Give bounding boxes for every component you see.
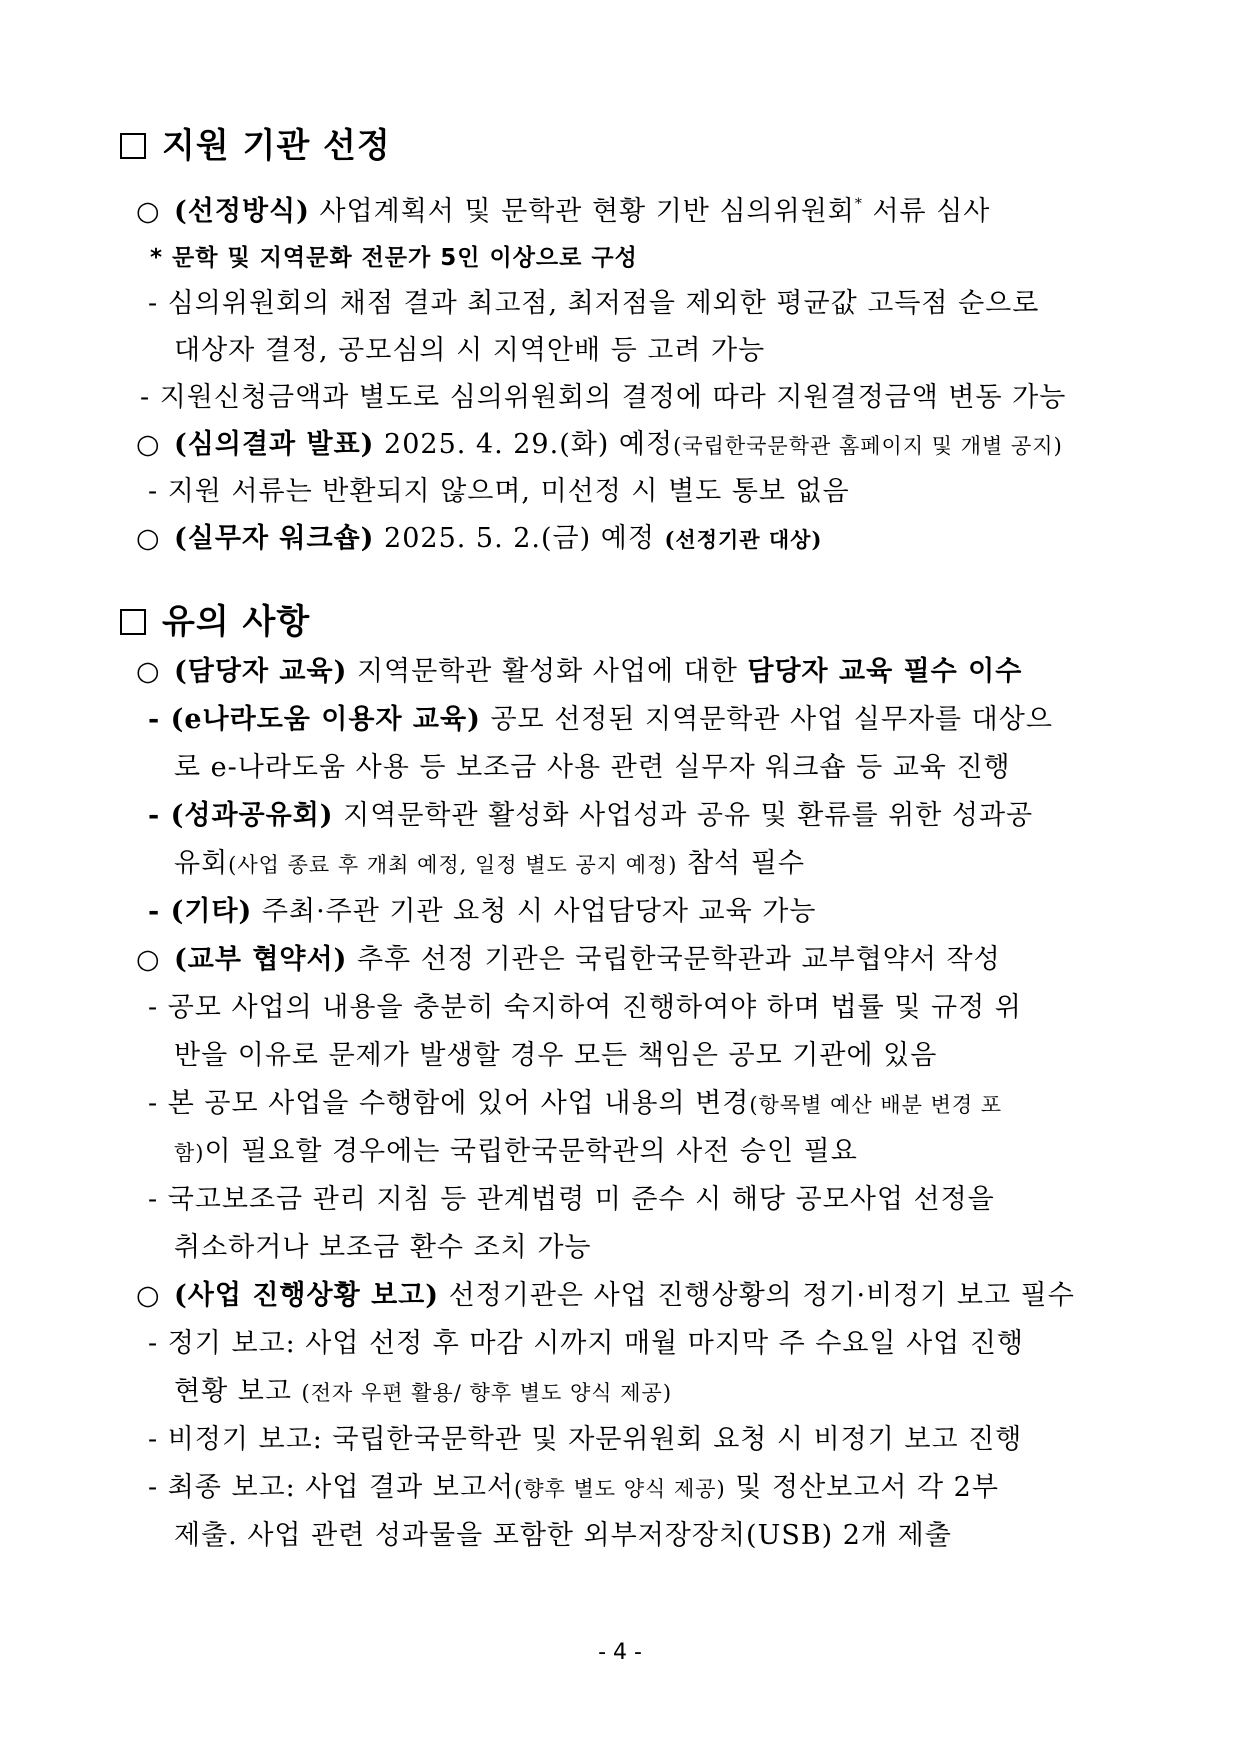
sub-item-note: (사업 종료 후 개최 예정, 일정 별도 공지 예정): [228, 853, 678, 877]
sub-item: - 지원신청금액과 별도로 심의위원회의 결정에 따라 지원결정금액 변동 가능: [140, 382, 1067, 413]
item-note: (선정기관 대상): [664, 527, 823, 552]
section-heading-notes: [120, 600, 310, 644]
item-text: 선정기관은 사업 진행상황의 정기·비정기 보고 필수: [439, 1280, 1075, 1311]
sub-item: - 최종 보고: 사업 결과 보고서(향후 별도 양식 제공) 및 정산보고서 각 2부: [148, 1472, 999, 1503]
section-heading-selection: [120, 124, 391, 168]
sub-item: - 지원 서류는 반환되지 않으며, 미선정 시 별도 통보 없음: [148, 476, 850, 507]
sub-item: - 비정기 보고: 국립한국문학관 및 자문위원회 요청 시 비정기 보고 진행: [148, 1424, 1023, 1455]
sub-item: [148, 892, 816, 932]
sub-item: - 본 공모 사업을 수행함에 있어 사업 내용의 변경(항목별 예산 배분 변경 포: [148, 1088, 1003, 1119]
item-text: 서류 심사: [862, 196, 991, 227]
list-item: [136, 652, 1022, 692]
list-item: [136, 425, 1063, 466]
footnote-star: *: [854, 196, 863, 212]
item-text: 2025. 4. 29.(화) 예정: [374, 429, 674, 460]
sub-item-note: (항목별 예산 배분 변경 포: [749, 1093, 1003, 1117]
checkbox-square-icon: [120, 133, 146, 159]
sub-item: - 공모 사업의 내용을 충분히 숙지하여 진행하여야 하며 법률 및 규정 위: [148, 992, 1022, 1023]
sub-item-note: (전자 우편 활용/ 향후 별도 양식 제공): [301, 1381, 673, 1405]
sub-item-continuation: 함)이 필요할 경우에는 국립한국문학관의 사전 승인 필요: [174, 1136, 858, 1167]
item-label: (담당자 교육): [174, 656, 348, 687]
page-number: - 4 -: [598, 1640, 642, 1665]
item-label: (선정방식): [174, 196, 310, 227]
footnote: * 문학 및 지역문화 전문가 5인 이상으로 구성: [150, 245, 638, 271]
sub-item-continuation: 유회(사업 종료 후 개최 예정, 일정 별도 공지 예정) 참석 필수: [174, 848, 805, 879]
circle-bullet: ○: [136, 1280, 161, 1311]
item-emphasis: 담당자 교육 필수 이수: [747, 656, 1023, 687]
section-title: 유의 사항: [162, 602, 311, 642]
sub-item-continuation: 현황 보고 (전자 우편 활용/ 향후 별도 양식 제공): [174, 1376, 673, 1407]
sub-item: - 국고보조금 관리 지침 등 관계법령 미 준수 시 해당 공모사업 선정을: [148, 1184, 995, 1215]
list-item: [136, 519, 822, 560]
item-text: 지역문학관 활성화 사업에 대한: [347, 656, 748, 687]
sub-item: [148, 796, 1033, 836]
sub-item-text: 공모 선정된 지역문학관 사업 실무자를 대상으: [480, 704, 1053, 735]
circle-bullet: ○: [136, 196, 161, 227]
item-text: 추후 선정 기관은 국립한국문학관과 교부협약서 작성: [347, 944, 1001, 975]
sub-item-note: (향후 별도 양식 제공): [514, 1477, 726, 1501]
sub-item-label: - (e나라도움 이용자 교육): [148, 704, 481, 735]
circle-bullet: ○: [136, 429, 161, 460]
sub-item-continuation: 로 e-나라도움 사용 등 보조금 사용 관련 실무자 워크숍 등 교육 진행: [174, 752, 1011, 783]
sub-item-text: 지역문학관 활성화 사업성과 공유 및 환류를 위한 성과공: [333, 800, 1034, 831]
sub-item-continuation: 제출. 사업 관련 성과물을 포함한 외부저장장치(USB) 2개 제출: [174, 1520, 952, 1551]
item-label: (심의결과 발표): [174, 429, 375, 460]
checkbox-square-icon: [120, 609, 146, 635]
circle-bullet: ○: [136, 656, 161, 687]
list-item: [136, 1276, 1075, 1316]
list-item: [136, 940, 1001, 980]
list-item: [136, 192, 990, 232]
circle-bullet: ○: [136, 523, 161, 554]
item-text: 2025. 5. 2.(금) 예정: [374, 523, 665, 554]
sub-item-text: 주최·주관 기관 요청 시 사업담당자 교육 가능: [252, 896, 817, 927]
circle-bullet: ○: [136, 944, 161, 975]
item-label: (교부 협약서): [174, 944, 348, 975]
sub-item: [148, 700, 1053, 740]
sub-item-label: - (기타): [148, 896, 253, 927]
sub-item: - 정기 보고: 사업 선정 후 마감 시까지 매월 마지막 주 수요일 사업 진행: [148, 1328, 1025, 1359]
item-label: (사업 진행상황 보고): [174, 1280, 440, 1311]
sub-item-continuation: 대상자 결정, 공모심의 시 지역안배 등 고려 가능: [174, 335, 766, 366]
item-text: 사업계획서 및 문학관 현황 기반 심의위원회: [309, 196, 855, 227]
section-title: 지원 기관 선정: [162, 126, 391, 166]
item-note: (국립한국문학관 홈페이지 및 개별 공지): [673, 434, 1063, 458]
sub-item-label: - (성과공유회): [148, 800, 334, 831]
sub-item-continuation: 취소하거나 보조금 환수 조치 가능: [174, 1232, 592, 1263]
sub-item: - 심의위원회의 채점 결과 최고점, 최저점을 제외한 평균값 고득점 순으로: [148, 288, 1040, 319]
sub-item-continuation: 반을 이유로 문제가 발생할 경우 모든 책임은 공모 기관에 있음: [174, 1040, 938, 1071]
item-label: (실무자 워크숍): [174, 523, 375, 554]
